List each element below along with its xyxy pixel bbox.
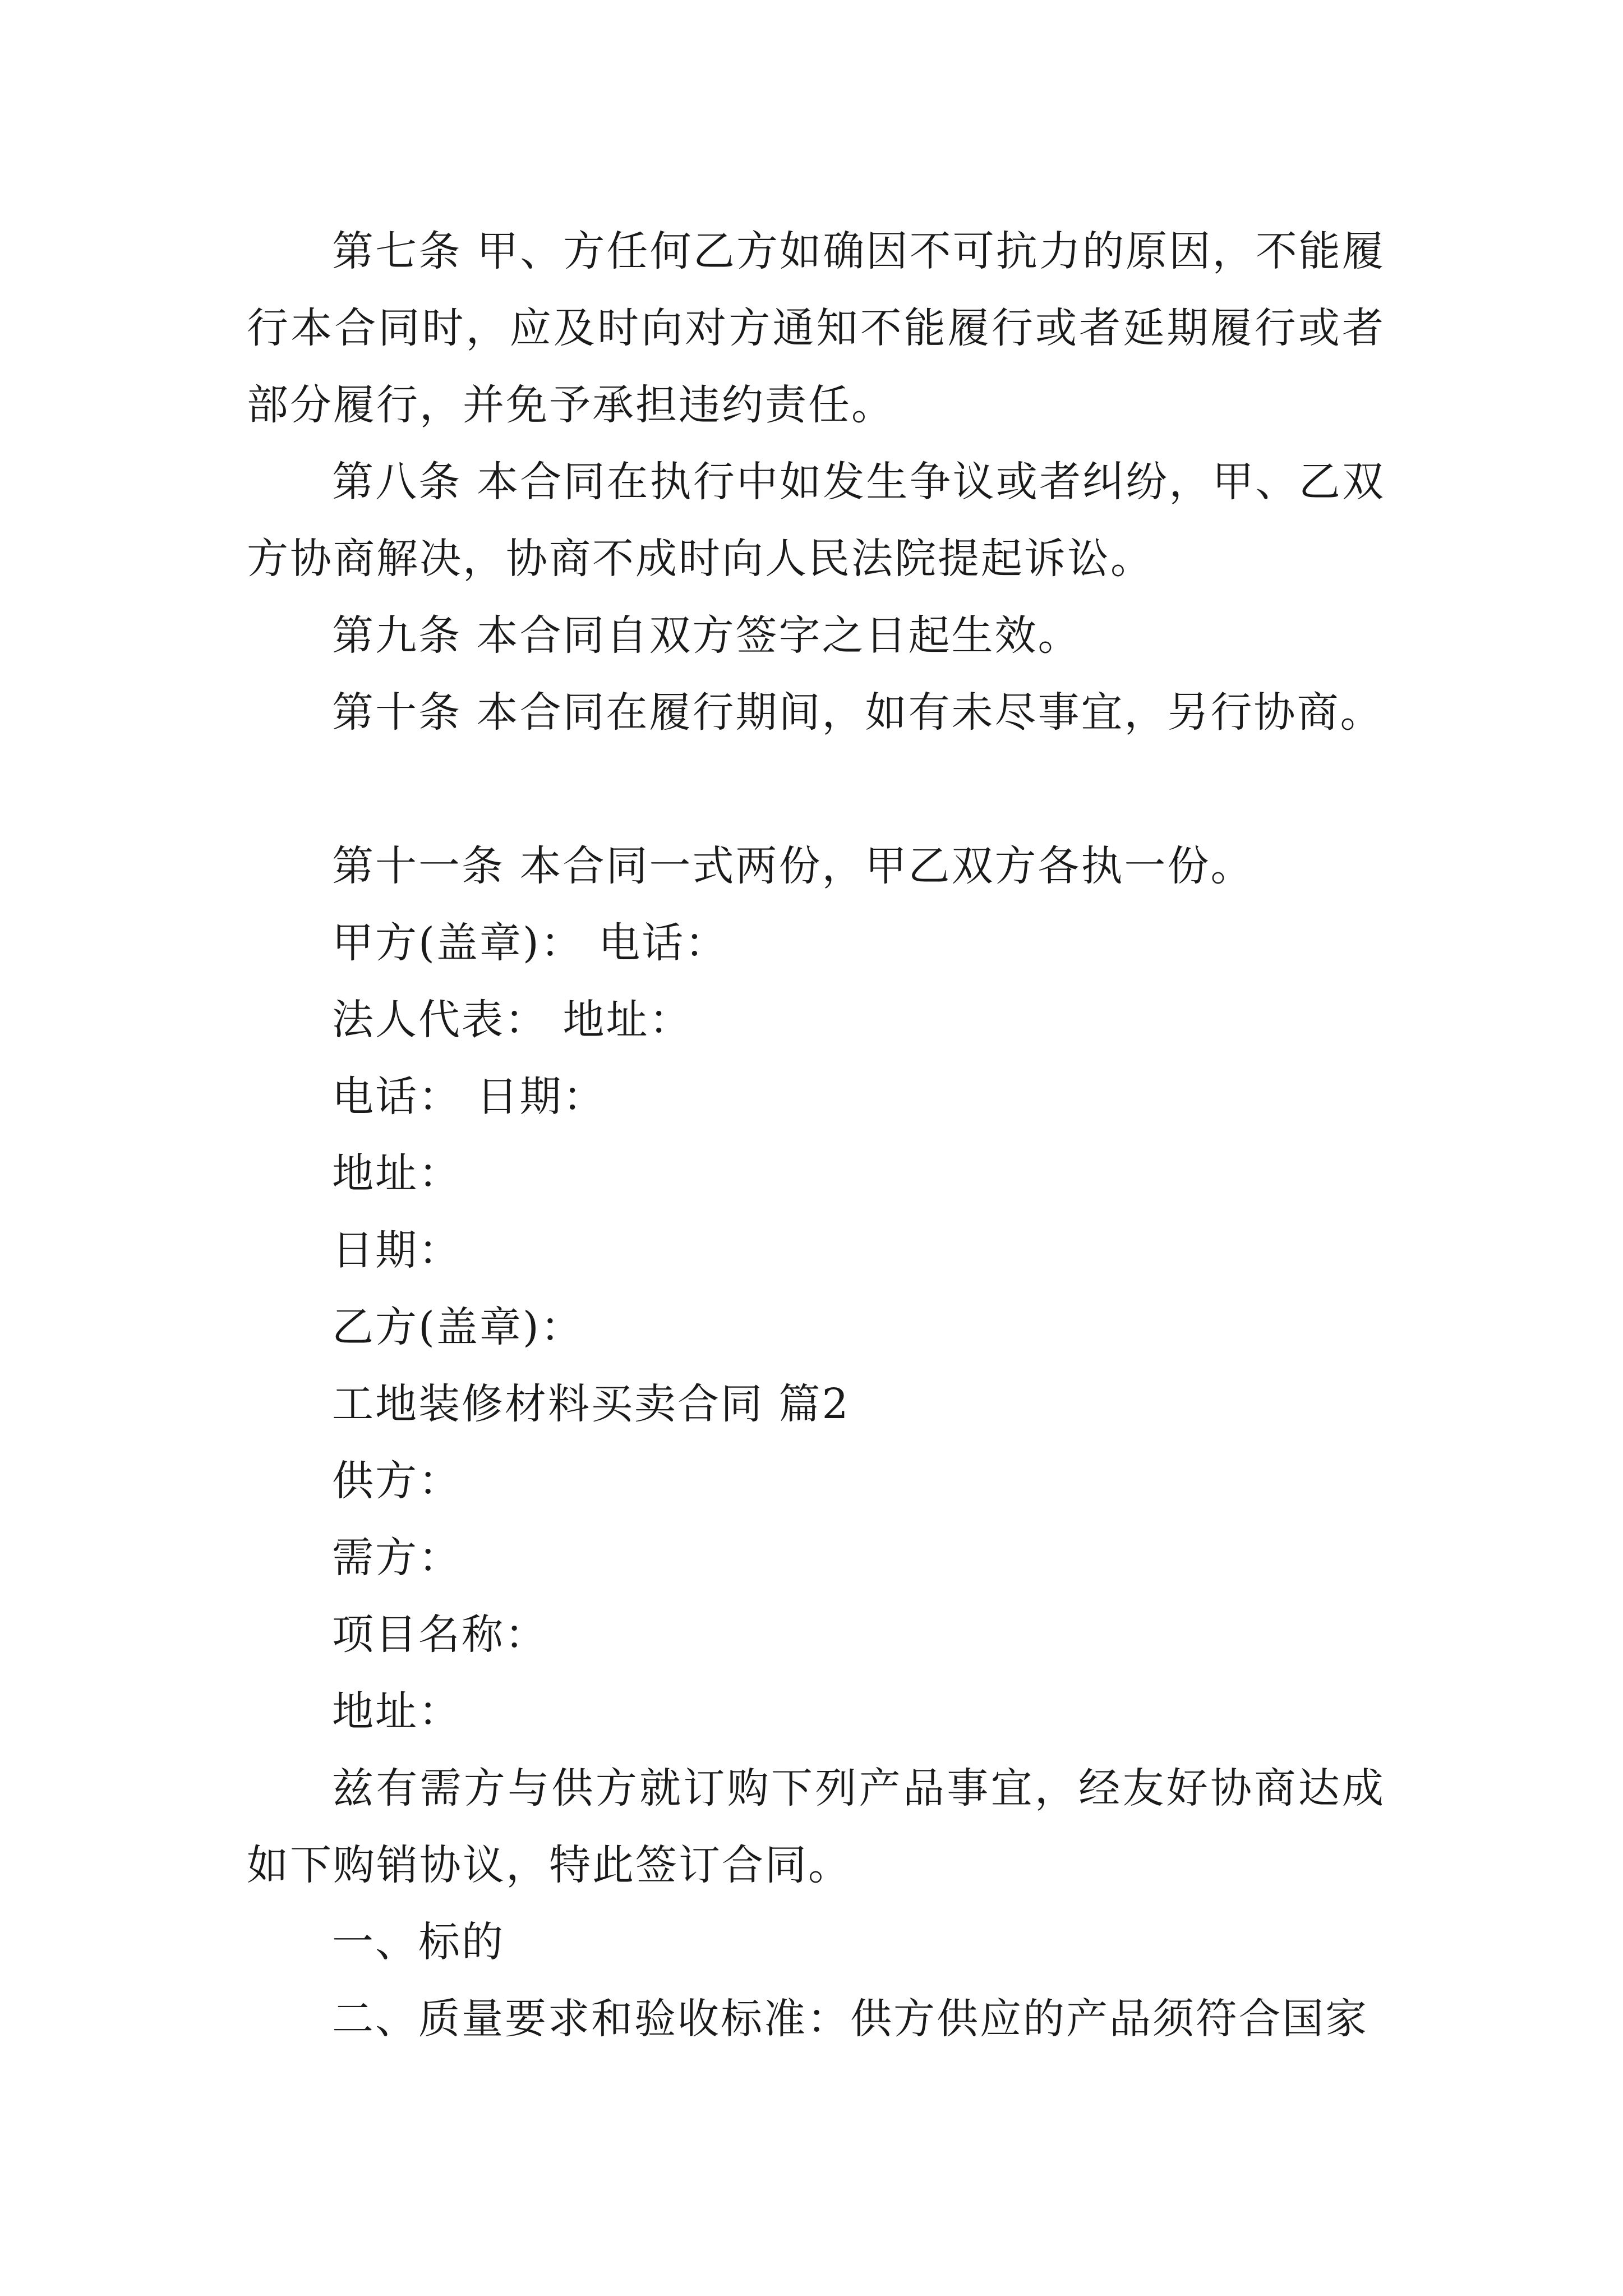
item-2-quality: 二、质量要求和验收标准：供方供应的产品须符合国家 [332, 1995, 1368, 2043]
section-title: 工地装修材料买卖合同 篇2 [332, 1380, 850, 1428]
party-b-seal: 乙方(盖章)： [332, 1303, 584, 1351]
date-line: 日期： [332, 1226, 462, 1274]
project-name-line: 项目名称： [332, 1611, 548, 1659]
item-1-subject: 一、标的 [332, 1918, 505, 1966]
clause-11: 第十一条 本合同一式两份，甲乙双方各执一份。 [332, 842, 1254, 890]
clause-10: 第十条 本合同在履行期间，如有未尽事宜，另行协商。 [332, 688, 1384, 737]
agreement-intro: 兹有需方与供方就订购下列产品事宜，经友好协商达成如下购销协议，特此签订合同。 [247, 1764, 1385, 1889]
document-body [247, 213, 1385, 2058]
clause-8: 第八条 本合同在执行中如发生争议或者纠纷，甲、乙双方协商解决，协商不成时向人民法院提起诉讼。 [247, 458, 1385, 583]
clause-9: 第九条 本合同自双方签字之日起生效。 [332, 611, 1081, 660]
address-line: 地址： [332, 1149, 462, 1198]
supplier-line: 供方： [332, 1457, 462, 1505]
buyer-line: 需方： [332, 1534, 462, 1582]
clause-7: 第七条 甲、方任何乙方如确因不可抗力的原因，不能履行本合同时，应及时向对方通知不能履行或者延期履行或者部分履行，并免予承担违约责任。 [247, 227, 1385, 429]
blank-line [247, 751, 1385, 828]
legal-rep-address: 法人代表： 地址： [332, 996, 693, 1044]
phone-date: 电话： 日期： [332, 1073, 606, 1121]
address-line-2: 地址： [332, 1687, 462, 1736]
party-a-seal-phone: 甲方(盖章)： 电话： [332, 919, 728, 967]
